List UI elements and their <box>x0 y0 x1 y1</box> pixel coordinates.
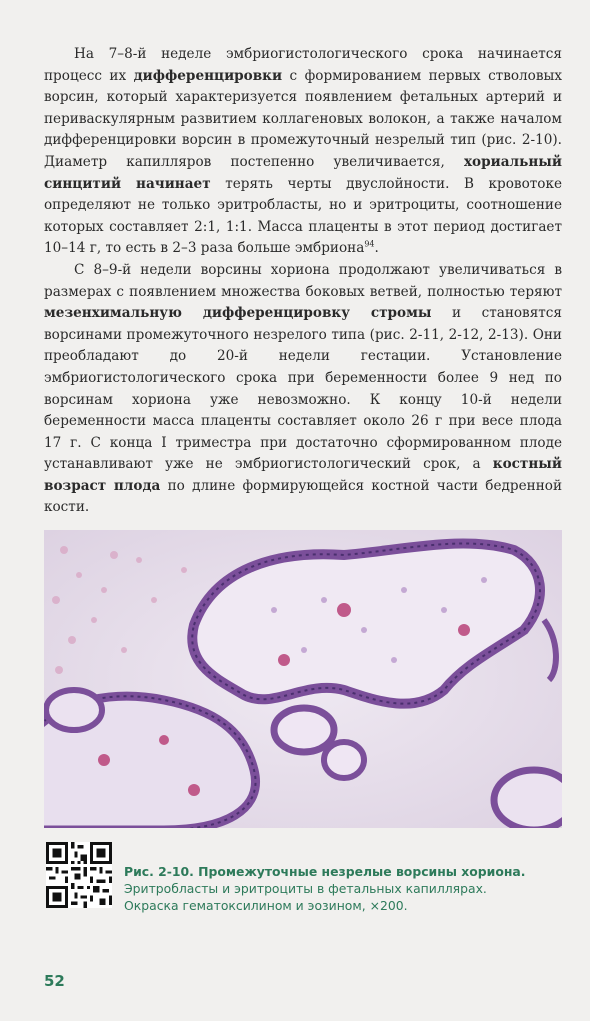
figure-caption <box>124 863 564 914</box>
caption-line-3: Окраска гематоксилином и эозином, ×200. <box>124 898 408 913</box>
body-text <box>44 44 562 519</box>
term-differentiation: дифференцировки <box>133 67 283 84</box>
paragraph-2: С 8–9-й недели ворсины хориона продолжают увеличиваться в размерах с появлением множества боковых ветвей, полностью теряют мезенхимальную дифференцировку стромы и становятся ворсинами промежуточного незрелого типа (рис. 2-11, 2-12, 2-13). Они преобладают до 20-й недели гестации. Установление эмбриогистологического срока при беременности более 9 нед по ворсинам хориона уже невозможно. К концу 10-й недели беременности масса плаценты составляет около 26 г при весе плода 17 г. С конца I триместра при достаточно сформированном плоде устанавливают уже не эмбриогистологический срок, а костный возраст плода по длине формирующейся костной части бедренной кости. <box>44 261 562 516</box>
caption-title: Рис. 2-10. Промежуточные незрелые ворсины хориона. <box>124 864 526 879</box>
histology-micrograph <box>44 530 562 828</box>
micrograph-illustration <box>44 530 562 828</box>
reference-number: 94 <box>364 239 375 249</box>
term-mesenchymal: мезенхимальную дифференцировку стромы <box>44 305 432 322</box>
term-bone-age: костный возраст плода <box>44 456 562 494</box>
term-chorial-syncytium: хориальный синцитий начинает <box>44 153 562 192</box>
caption-line-2: Эритробласты и эритроциты в фетальных капиллярах. <box>124 881 487 896</box>
paragraph-1: На 7–8-й неделе эмбриогистологического срока начинается процесс их дифференцировки с формированием первых стволовых ворсин, который характеризуется появлением фетальных артерий и периваскулярным развитием коллагеновых волокон, а также началом дифференцировки ворсин в промежуточный незрелый тип (рис. 2-10). Диаметр капилляров постепенно увеличивается, хориальный синцитий начинает терять черты двуслойности. В кровотоке определяют не только эритробласты, но и эритроциты, соотношение которых составляет 2:1, 1:1. Масса плаценты в этот период достигает 10–14 г, то есть в 2–3 раза больше эмбриона$^{94}$. <box>44 46 563 257</box>
qr-code-icon[interactable] <box>46 842 112 908</box>
page-number: 52 <box>44 972 65 990</box>
